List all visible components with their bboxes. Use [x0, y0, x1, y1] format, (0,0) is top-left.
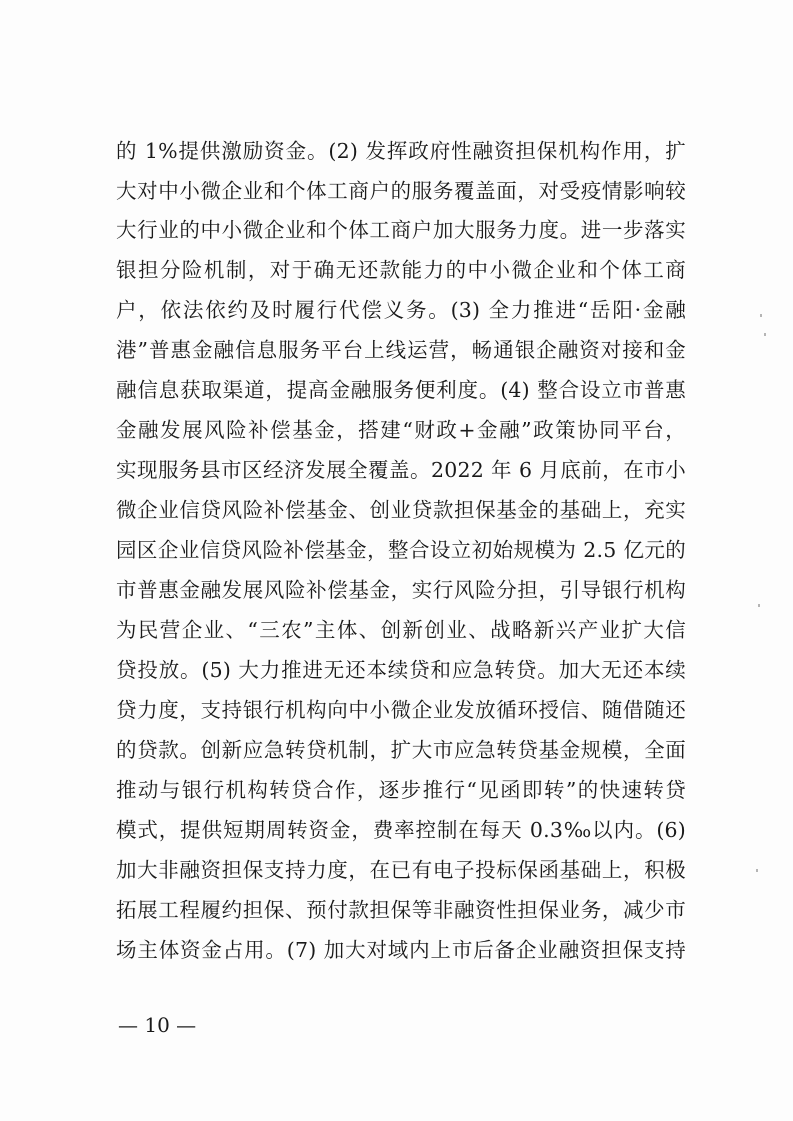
text-line: 银担分险机制，对于确无还款能力的中小微企业和个体工商 — [116, 258, 686, 282]
text-line: 拓展工程履约担保、预付款担保等非融资性担保业务，减少市 — [116, 898, 686, 922]
text-line: 园区企业信贷风险补偿基金，整合设立初始规模为 2.5 亿元的 — [116, 538, 686, 562]
text-line: 推动与银行机构转贷合作，逐步推行“见函即转”的快速转贷 — [116, 778, 686, 802]
text-line: 的贷款。创新应急转贷机制，扩大市应急转贷基金规模，全面 — [116, 738, 686, 762]
text-line: 贷力度，支持银行机构向中小微企业发放循环授信、随借随还 — [116, 698, 686, 722]
text-line: 微企业信贷风险补偿基金、创业贷款担保基金的基础上，充实 — [116, 498, 686, 522]
text-line: 户，依法依约及时履行代偿义务。(3) 全力推进“岳阳·金融 — [116, 298, 686, 322]
text-line: 市普惠金融发展风险补偿基金，实行风险分担，引导银行机构 — [116, 578, 686, 602]
text-line: 的 1%提供激励资金。(2) 发挥政府性融资担保机构作用，扩 — [116, 139, 686, 163]
scan-speck — [760, 314, 762, 317]
text-line: 加大非融资担保支持力度，在已有电子投标保函基础上，积极 — [116, 858, 686, 882]
scan-speck — [756, 869, 758, 872]
text-line: 场主体资金占用。(7) 加大对域内上市后备企业融资担保支持 — [116, 938, 686, 962]
text-line: 大行业的中小微企业和个体工商户加大服务力度。进一步落实 — [116, 218, 686, 242]
text-line: 金融发展风险补偿基金，搭建“财政+金融”政策协同平台， — [116, 418, 686, 442]
text-line: 港”普惠金融信息服务平台上线运营，畅通银企融资对接和金 — [116, 338, 686, 362]
text-line: 贷投放。(5) 大力推进无还本续贷和应急转贷。加大无还本续 — [116, 658, 686, 682]
text-line: 为民营企业、“三农”主体、创新创业、战略新兴产业扩大信 — [116, 618, 686, 642]
text-line: 融信息获取渠道，提高金融服务便利度。(4) 整合设立市普惠 — [116, 378, 686, 402]
text-line: 大对中小微企业和个体工商户的服务覆盖面，对受疫情影响较 — [116, 179, 686, 203]
text-line: 模式，提供短期周转资金，费率控制在每天 0.3‰以内。(6) — [116, 818, 686, 842]
page-number: — 10 — — [118, 1013, 197, 1037]
scan-speck — [764, 333, 766, 336]
text-line: 实现服务县市区经济发展全覆盖。2022 年 6 月底前，在市小 — [116, 458, 686, 482]
scan-speck — [758, 604, 760, 607]
